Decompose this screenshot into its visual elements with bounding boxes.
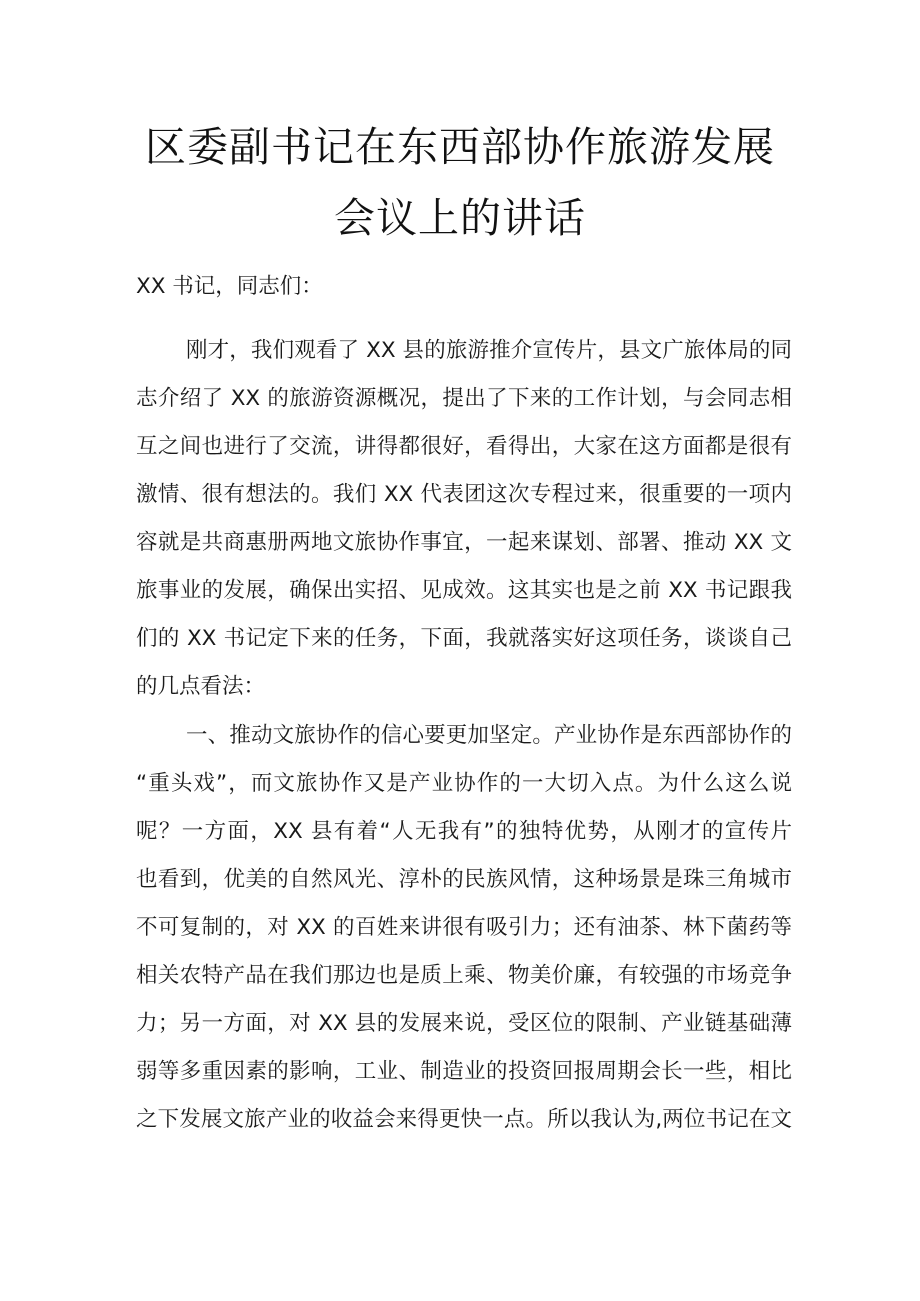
paragraph-1-line-1: 刚才，我们观看了 XX 县的旅游推介宣传片，县文广旅体局的同 bbox=[186, 338, 792, 363]
paragraph-2-line-4: 也看到，优美的自然风光、淳朴的民族风情，这种场景是珠三角城市 bbox=[136, 867, 792, 892]
paragraph-2-line-2: “重头戏”，而文旅协作又是产业协作的一大切入点。为什么这么说 bbox=[136, 771, 792, 796]
paragraph-1-line-4: 激情、很有想法的。我们 XX 代表团这次专程过来，很重要的一项内 bbox=[136, 482, 792, 507]
paragraph-1-line-2: 志介绍了 XX 的旅游资源概况，提出了下来的工作计划，与会同志相 bbox=[136, 386, 792, 411]
paragraph-1-line-6: 旅事业的发展，确保出实招、见成效。这其实也是之前 XX 书记跟我 bbox=[136, 578, 792, 603]
paragraph-2-line-7: 力；另一方面，对 XX 县的发展来说，受区位的限制、产业链基础薄 bbox=[136, 1011, 792, 1036]
paragraph-1-line-7: 们的 XX 书记定下来的任务，下面，我就落实好这项任务，谈谈自己 bbox=[136, 626, 792, 651]
document-title-line-2: 会议上的讲话 bbox=[334, 194, 586, 242]
paragraph-2-line-9: 之下发展文旅产业的收益会来得更快一点。所以我认为,两位书记在文 bbox=[136, 1107, 792, 1132]
paragraph-1-line-5: 容就是共商惠册两地文旅协作事宜，一起来谋划、部署、推动 XX 文 bbox=[136, 530, 792, 555]
paragraph-2-line-3: 呢？一方面，XX 县有着“人无我有”的独特优势，从刚才的宣传片 bbox=[136, 819, 792, 844]
paragraph-1-line-3: 互之间也进行了交流，讲得都很好，看得出，大家在这方面都是很有 bbox=[136, 434, 792, 459]
paragraph-2-line-6: 相关农特产品在我们那边也是质上乘、物美价廉，有较强的市场竞争 bbox=[136, 963, 792, 988]
paragraph-1-line-8: 的几点看法： bbox=[136, 674, 266, 699]
salutation-line: XX 书记，同志们： bbox=[136, 274, 323, 299]
document-title-line-1: 区委副书记在东西部协作旅游发展 bbox=[145, 123, 775, 171]
paragraph-2-line-8: 弱等多重因素的影响，工业、制造业的投资回报周期会长一些，相比 bbox=[136, 1059, 792, 1084]
paragraph-2-line-1: 一、推动文旅协作的信心要更加坚定。产业协作是东西部协作的 bbox=[186, 723, 792, 748]
paragraph-2-line-5: 不可复制的，对 XX 的百姓来讲很有吸引力；还有油茶、林下菌药等 bbox=[136, 915, 792, 940]
